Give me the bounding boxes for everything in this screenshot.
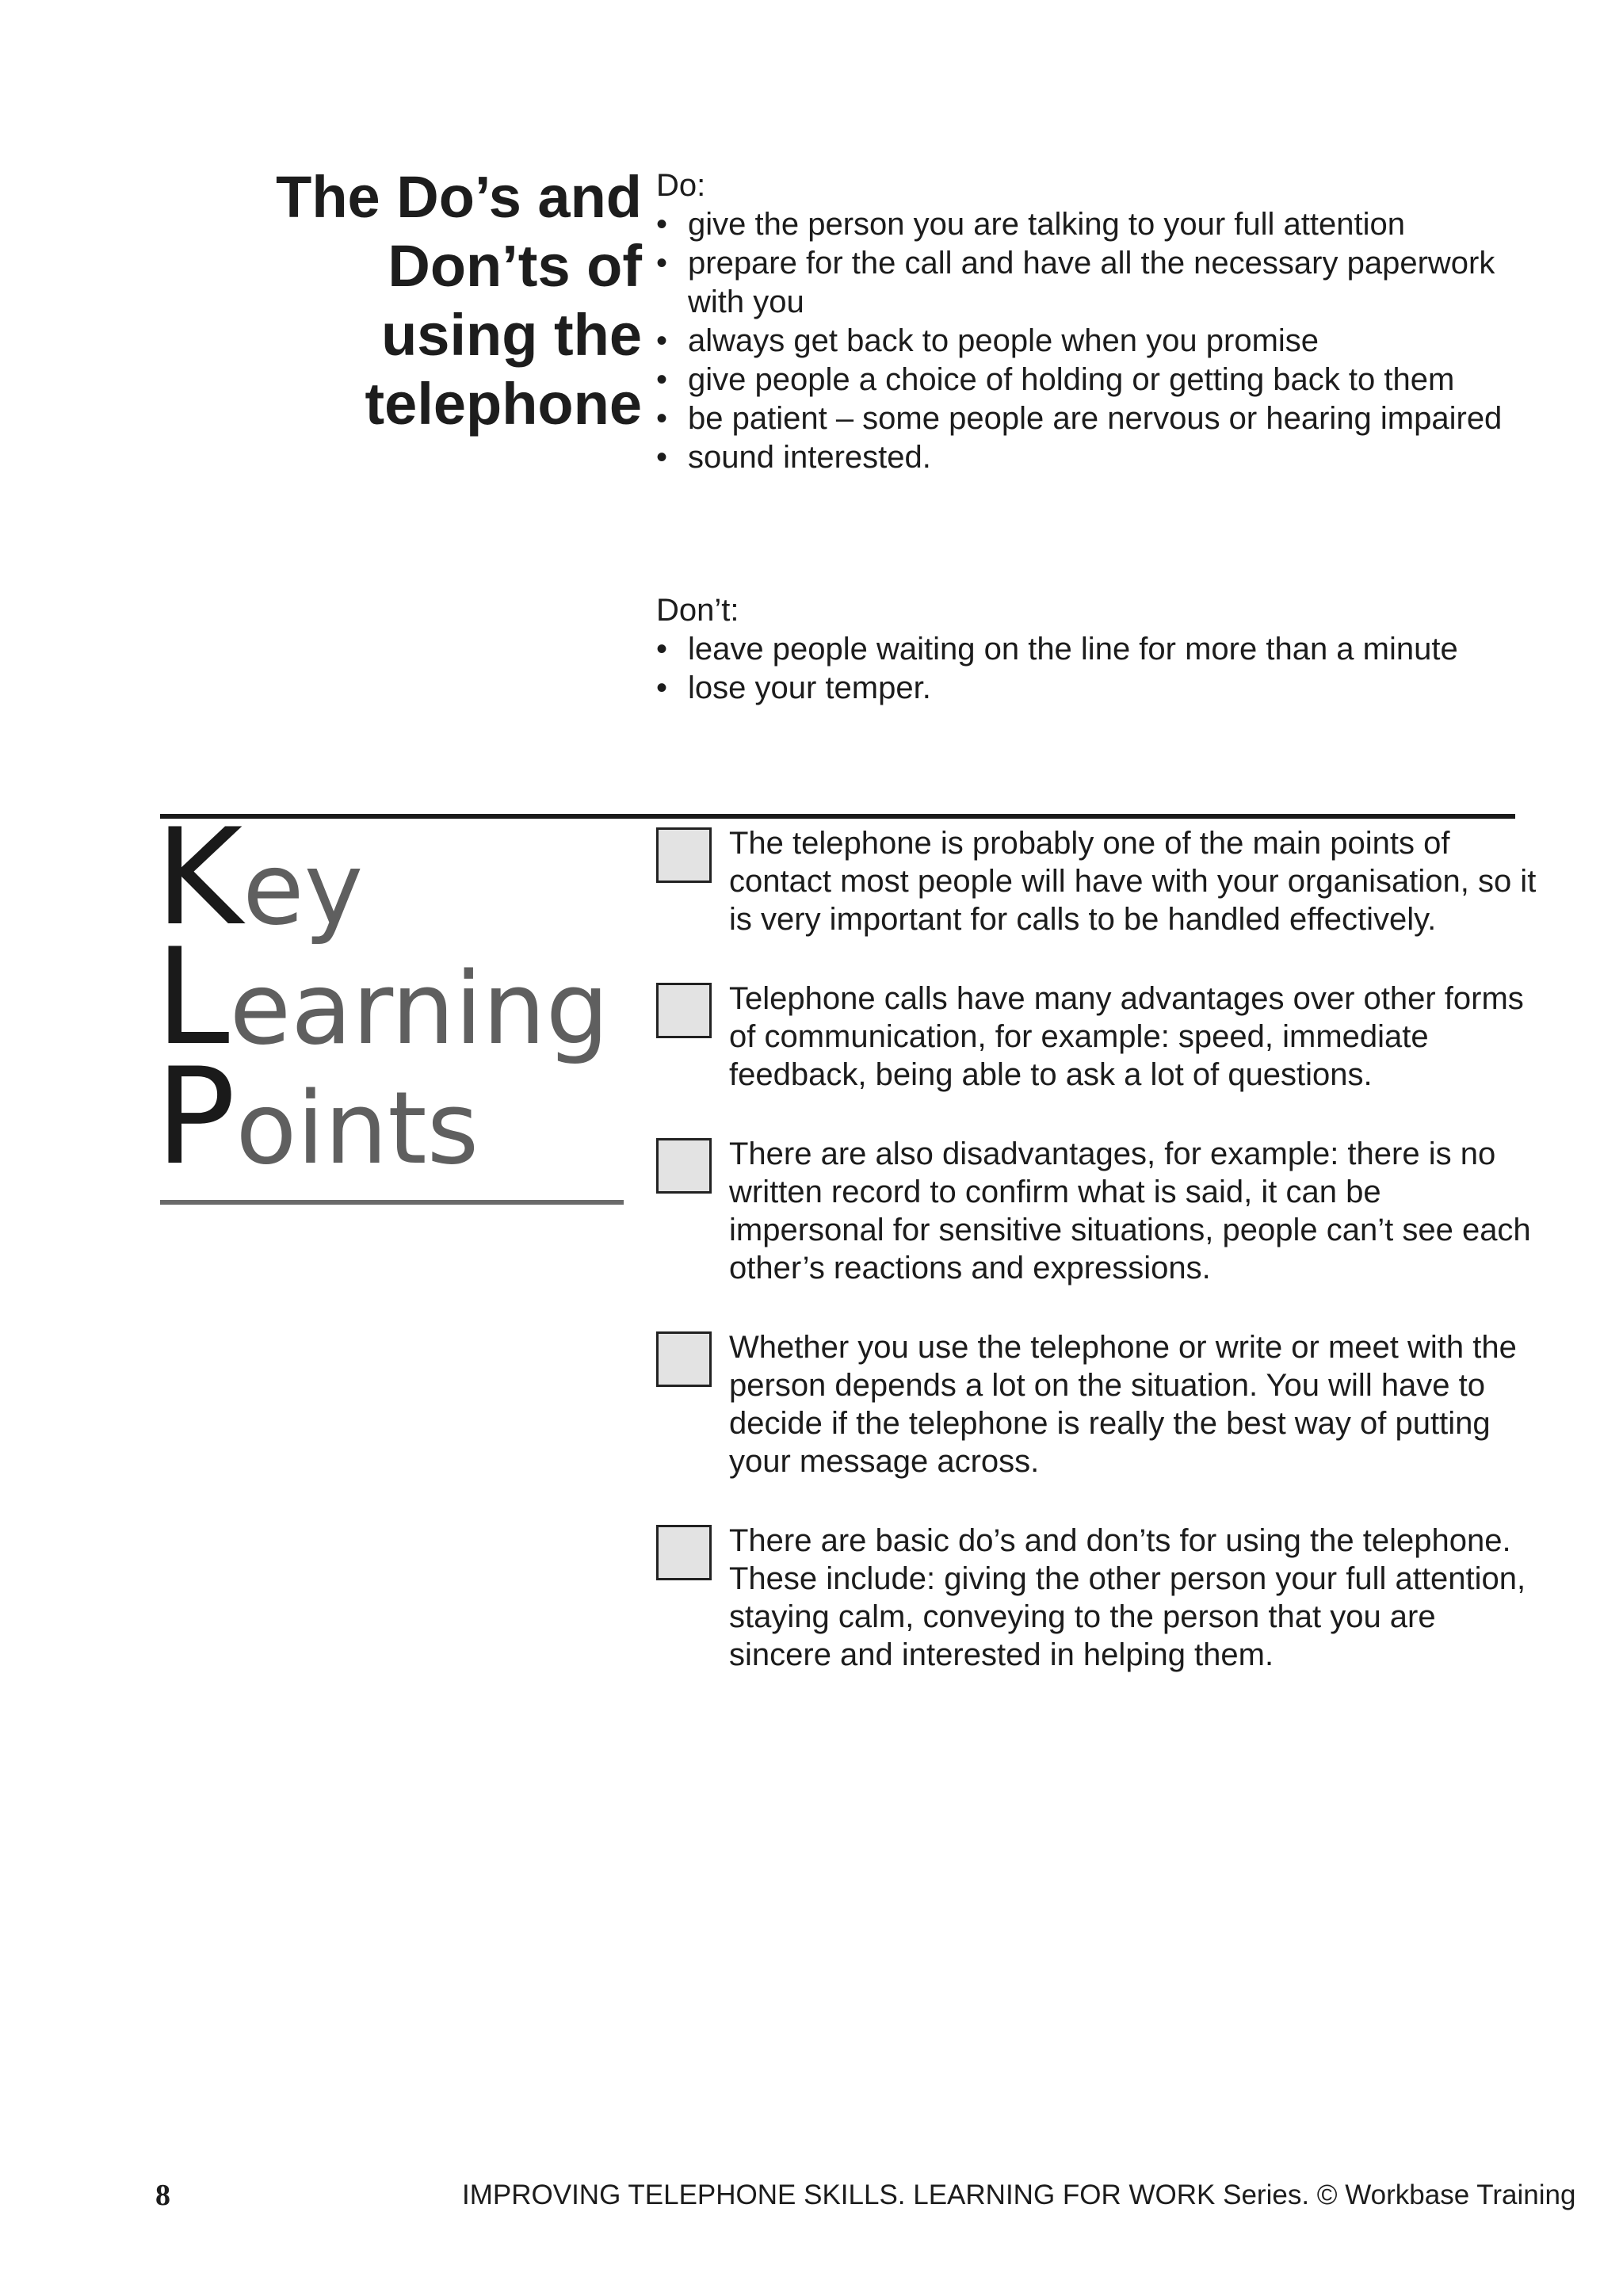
key-point — [656, 1135, 1544, 1287]
page-number: 8 — [155, 2179, 170, 2212]
donts-list — [656, 630, 1552, 708]
dos-heading: Do: — [656, 168, 706, 203]
section-title-line: Don’ts of — [388, 233, 642, 299]
key-point-text: Telephone calls have many advantages over other forms of communication, for example: speed, immediate feedback, being able to ask a lot of questions. — [729, 981, 1524, 1092]
list-item — [656, 438, 1552, 477]
list-item-text: sound interested. — [688, 440, 931, 475]
bullet-icon: • — [656, 362, 668, 397]
dos-list — [656, 205, 1552, 477]
bullet-icon: • — [656, 670, 668, 705]
list-item-text: leave people waiting on the line for more than a minute — [688, 632, 1458, 667]
key-point-text: There are also disadvantages, for example: there is no written record to confirm what is said, it can be impersonal for sensitive situations, people can’t see each other’s reactions and expressions. — [729, 1137, 1531, 1286]
key-point — [656, 824, 1544, 938]
list-item-text: give the person you are talking to your full attention — [688, 207, 1405, 242]
klp-word-rest: earning — [229, 950, 609, 1067]
klp-underline — [160, 1200, 624, 1205]
key-points-list — [656, 824, 1544, 1715]
footer-text: IMPROVING TELEPHONE SKILLS. LEARNING FOR WORK Series. © Workbase Training — [462, 2179, 1576, 2210]
donts-section — [656, 591, 1552, 708]
bullet-icon: • — [656, 632, 668, 667]
key-point — [656, 980, 1544, 1094]
checkbox[interactable] — [656, 1138, 712, 1194]
section-title — [127, 162, 642, 438]
klp-word-rest: oints — [235, 1070, 479, 1186]
checkbox[interactable] — [656, 1331, 712, 1387]
section-title-line: telephone — [365, 371, 642, 437]
checkbox[interactable] — [656, 1525, 712, 1580]
bullet-icon: • — [656, 207, 668, 242]
bullet-icon: • — [656, 246, 668, 281]
section-title-line: The Do’s and — [276, 164, 642, 230]
dos-section — [656, 166, 1552, 477]
klp-word-rest: ey — [242, 831, 364, 947]
list-item — [656, 630, 1552, 669]
key-point — [656, 1328, 1544, 1480]
list-item — [656, 244, 1552, 322]
key-point — [656, 1522, 1544, 1674]
bullet-icon: • — [656, 440, 668, 475]
klp-initial: P — [155, 1039, 236, 1194]
bullet-icon: • — [656, 401, 668, 436]
bullet-icon: • — [656, 323, 668, 358]
list-item-text: be patient – some people are nervous or hearing impaired — [688, 401, 1503, 436]
list-item — [656, 205, 1552, 244]
list-item-text: always get back to people when you promise — [688, 323, 1319, 358]
list-item-text: give people a choice of holding or getting back to them — [688, 362, 1455, 397]
donts-heading: Don’t: — [656, 593, 739, 628]
checkbox[interactable] — [656, 983, 712, 1038]
key-learning-points-title — [155, 800, 647, 1194]
key-point-text: There are basic do’s and don’ts for using the telephone. These include: giving the other person your full attention, staying calm, conveying to the person that you are sincere and interested in helping them. — [729, 1523, 1526, 1672]
list-item — [656, 669, 1552, 708]
list-item — [656, 361, 1552, 399]
klp-title-line — [155, 1039, 647, 1194]
klp-initial: L — [155, 919, 230, 1075]
list-item-text: prepare for the call and have all the necessary paperwork with you — [688, 246, 1495, 319]
section-title-line: using the — [381, 302, 642, 368]
list-item — [656, 399, 1552, 438]
list-item-text: lose your temper. — [688, 670, 931, 705]
list-item — [656, 322, 1552, 361]
checkbox[interactable] — [656, 827, 712, 883]
klp-initial: K — [155, 800, 243, 955]
key-point-text: The telephone is probably one of the main points of contact most people will have with your organisation, so it is very important for calls to be handled effectively. — [729, 826, 1537, 937]
key-point-text: Whether you use the telephone or write or meet with the person depends a lot on the situation. You will have to decide if the telephone is really the best way of putting your message across. — [729, 1330, 1517, 1479]
